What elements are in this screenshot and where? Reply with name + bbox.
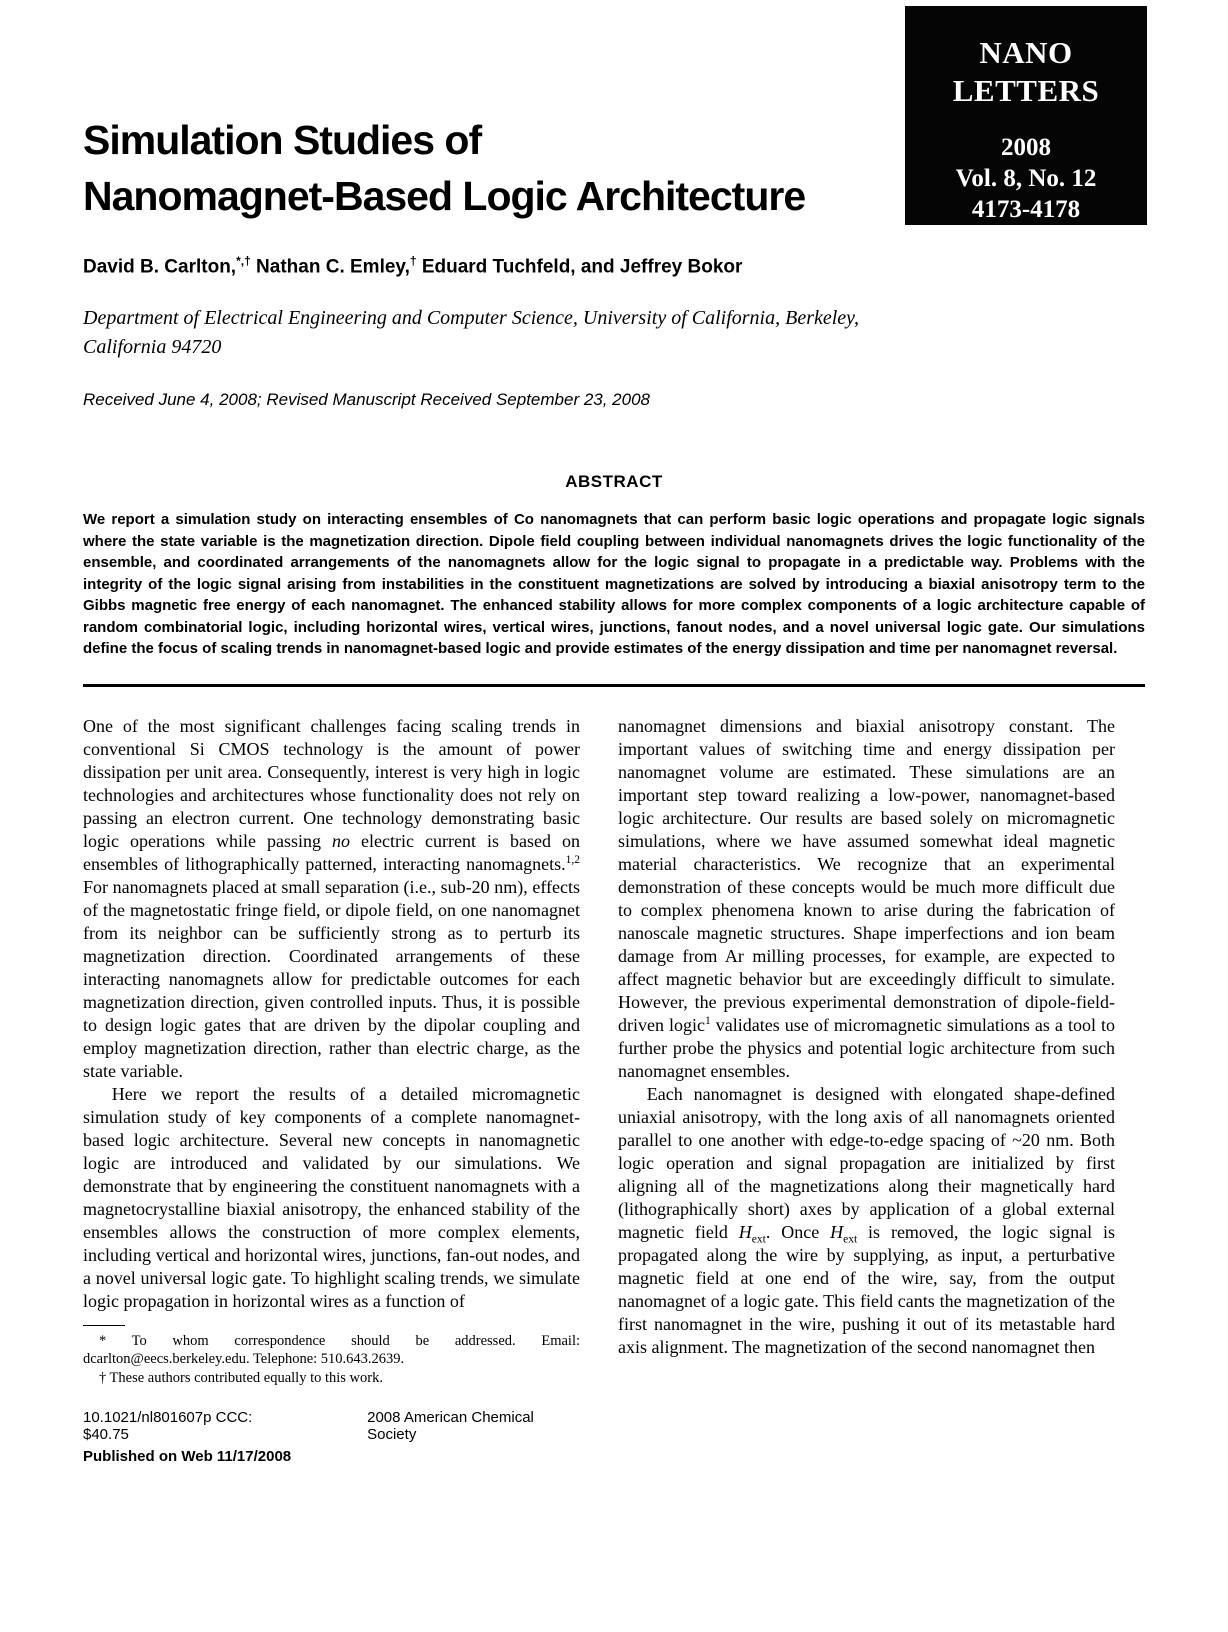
paragraph: † These authors contributed equally to this work. [98, 1369, 383, 1386]
journal-pages: 4173-4178 [971, 196, 1081, 223]
footer-line [83, 1409, 580, 1443]
published-date: Published on Web 11/17/2008 [83, 1448, 292, 1466]
journal-volume: Vol. 8, No. 12 [955, 165, 1097, 192]
copyright: 2008 American Chemical Society [367, 1409, 534, 1444]
title-line2: Nanomagnet-Based Logic Architecture [83, 173, 806, 219]
received-dates: Received June 4, 2008; Revised Manuscript Received September 23, 2008 [83, 390, 651, 410]
footnotes [83, 1332, 580, 1388]
paragraph: nanomagnet dimensions and biaxial anisotropy constant. The important values of switching time and energy dissipation per nanomagnet volume are estimated. These simulations are an important step toward realizing a low-power, nanomagnet-based logic architecture. Our results are based solely on micromagnetic simulations, where we have assumed somewhat ideal magnetic material characteristics. We recognize that an experimental demonstration of these concepts would be much more difficult due to complex phenomena known to arise during the fabrication of nanoscale magnetic structures. Shape imperfections and ion beam damage from Ar milling processes, for example, are expected to affect magnetic behavior but are exceedingly difficult to simulate. However, the previous experimental demonstration of dipole-field-driven logic$^1$ validates use of micromagnetic simulations as a tool to further probe the physics and potential logic architecture from such nanomagnet ensembles. [618, 715, 1115, 1081]
journal-name [905, 34, 1147, 110]
body-columns [83, 715, 1145, 1466]
paragraph: One of the most significant challenges facing scaling trends in conventional Si CMOS technology is the amount of power dissipation per unit area. Consequently, interest is very high in logic technologies and architectures whose functionality does not rely on passing an electron current. One technology demonstrating basic logic operations while passing no electric current is based on ensembles of lithographically patterned, interacting nanomagnets.$^{1,2}$ For nanomagnets placed at small separation (i.e., sub-20 nm), effects of the magnetostatic fringe field, or dipole field, on one nanomagnet from its neighbor can be sufficiently strong as to perturb its magnetization direction. Coordinated arrangements of these interacting nanomagnets allow for predictable outcomes for each magnetization direction, given controlled inputs. Thus, it is possible to design logic gates that are driven by the dipolar coupling and employ magnetization direction, rather than electric charge, as the state variable. [83, 715, 580, 1081]
footnote-divider [83, 1325, 125, 1326]
journal-name-line1: NANO [979, 35, 1073, 70]
paragraph: Each nanomagnet is designed with elongated shape-defined uniaxial anisotropy, with the long axis of all nanomagnets oriented parallel to one another with edge-to-edge spacing of ~20 nm. Both logic operation and signal propagation are initialized by first aligning all of the magnetizations along their magnetically hard (lithographically short) axes by application of a global external magnetic field $H_{ext}$. Once $H_{ext}$ is removed, the logic signal is propagated along the wire by supplying, as input, a perturbative magnetic field at one end of the wire, say, from the output nanomagnet of a logic gate. This field cants the magnetization of the first nanomagnet in the wire, pushing it out of its metastable hard axis alignment. The magnetization of the second nanomagnet then [618, 1083, 1115, 1357]
paragraph: Here we report the results of a detailed micromagnetic simulation study of key components of a complete nanomagnet-based logic architecture. Several new concepts in nanomagnetic logic are introduced and validated by our simulations. We demonstrate that by engineering the constituent nanomagnets with a magnetocrystalline biaxial anisotropy, the enhanced stability of the ensembles allows the construction of more complex elements, including vertical and horizontal wires, junctions, fan-out nodes, and a novel universal logic gate. To highlight scaling trends, we simulate logic propagation in horizontal wires as a function of [83, 1083, 580, 1311]
affiliation: Department of Electrical Engineering and Computer Science, University of California, Berkeley, California 94720 [83, 307, 859, 359]
right-column-text [618, 715, 1115, 1359]
title-line1: Simulation Studies of [83, 117, 482, 163]
right-column [618, 715, 1115, 1466]
left-column-text [83, 715, 580, 1313]
left-column [83, 715, 580, 1466]
doi-ccc: 10.1021/nl801607p CCC: $40.75 [83, 1409, 253, 1444]
journal-issue-info [905, 132, 1147, 225]
journal-name-line2: LETTERS [952, 73, 1100, 108]
journal-year: 2008 [1001, 134, 1051, 161]
journal-badge [905, 6, 1147, 225]
abstract-divider [83, 684, 1145, 687]
abstract-heading: ABSTRACT [565, 472, 663, 492]
paragraph: * To whom correspondence should be addressed. Email: dcarlton@eecs.berkeley.edu. Telephone: 510.643.2639. [83, 1332, 580, 1368]
authors-line: David B. Carlton,*,† Nathan C. Emley,† Eduard Tuchfeld, and Jeffrey Bokor [83, 254, 743, 278]
page-footer [83, 1409, 580, 1465]
abstract-text: We report a simulation study on interacting ensembles of Co nanomagnets that can perform basic logic operations and propagate logic signals where the state variable is the magnetization direction. Dipole field coupling between individual nanomagnets drives the logic functionality of the ensemble, and coordinated arrangements of the nanomagnets allow for the logic signal to propagate in a predictable way. Problems with the integrity of the logic signal arising from instabilities in the constituent magnetizations are solved by introducing a biaxial anisotropy term to the Gibbs magnetic free energy of each nanomagnet. The enhanced stability allows for more complex components of a logic architecture capable of random combinatorial logic, including horizontal wires, vertical wires, junctions, fanout nodes, and a novel universal logic gate. Our simulations define the focus of scaling trends in nanomagnet-based logic and provide estimates of the energy dissipation and time per nanomagnet reversal. [83, 511, 1145, 658]
